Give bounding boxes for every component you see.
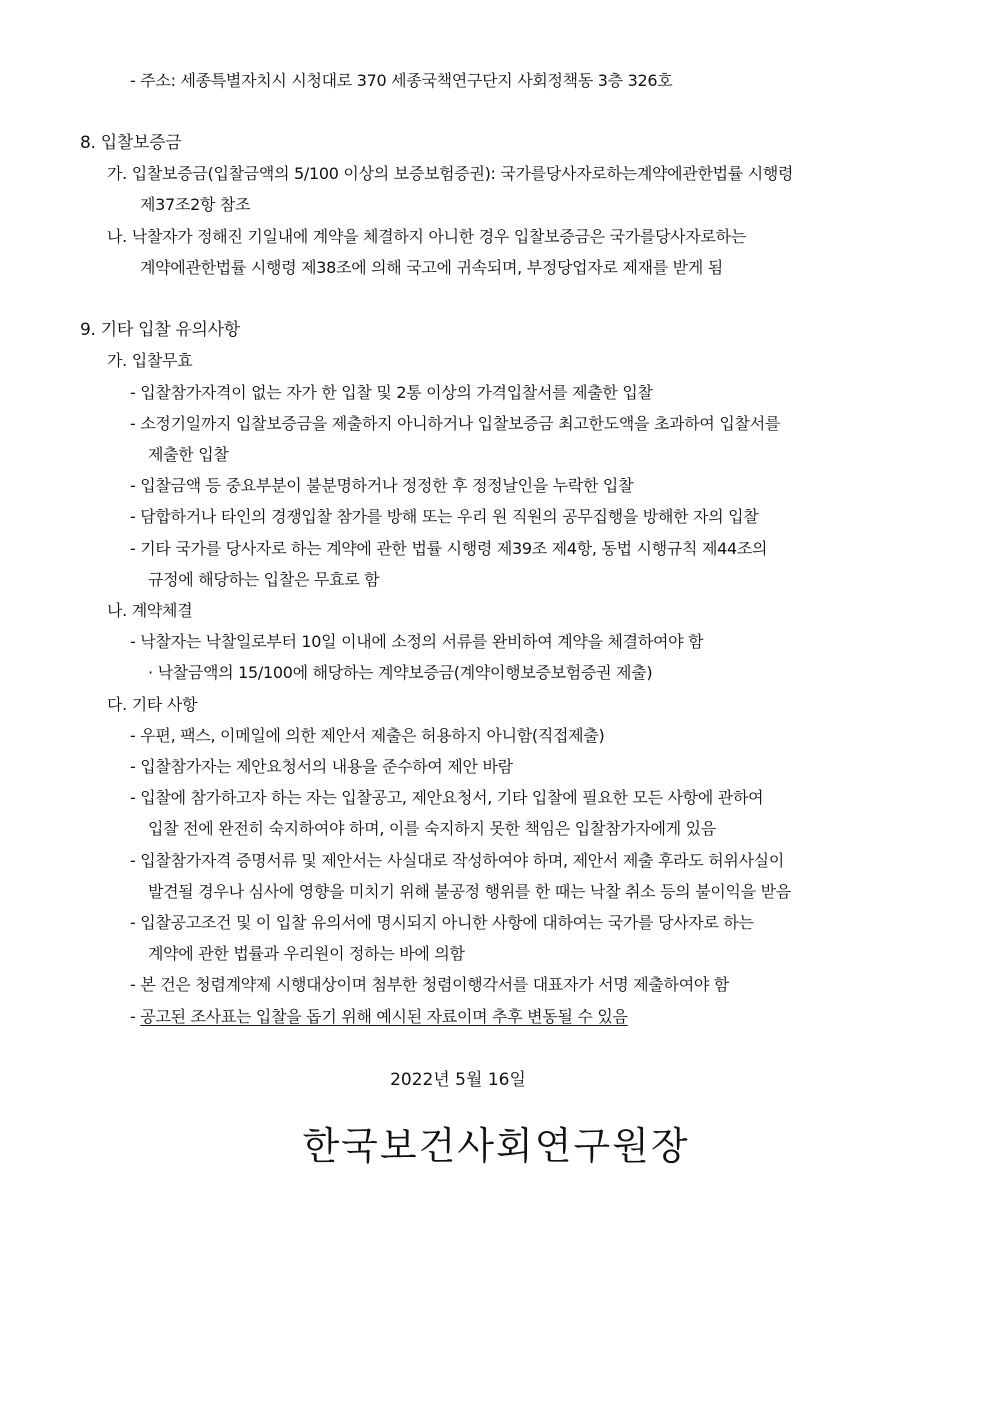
section-8-item-b-line1: 나. 낙찰자가 정해진 기일내에 계약을 체결하지 아니한 경우 입찰보증금은 국가를당사자로하는 [107, 227, 746, 246]
section-9-b-title: 나. 계약체결 [107, 601, 193, 620]
section-9-c-item3-cont: 입찰 전에 완전히 숙지하여야 하며, 이를 숙지하지 못한 책임은 입찰참가자에게 있음 [148, 819, 716, 838]
section-9-c-title: 다. 기타 사항 [107, 695, 198, 714]
section-9-c-item2: - 입찰참가자는 제안요청서의 내용을 준수하여 제안 바람 [130, 757, 513, 776]
section-9-a-item2-cont: 제출한 입찰 [148, 445, 229, 464]
section-8-title: 8. 입찰보증금 [80, 133, 182, 153]
section-9-title: 9. 기타 입찰 유의사항 [80, 320, 240, 340]
section-9-b-subitem1: · 낙찰금액의 15/100에 해당하는 계약보증금(계약이행보증보험증권 제출) [148, 663, 653, 682]
section-9-b-item1: - 낙찰자는 낙찰일로부터 10일 이내에 소정의 서류를 완비하여 계약을 체결하여야 함 [130, 632, 704, 651]
section-9-c-item5-cont: 계약에 관한 법률과 우리원이 정하는 바에 의함 [148, 944, 465, 963]
section-9-a-item5: - 기타 국가를 당사자로 하는 계약에 관한 법률 시행령 제39조 제4항, 동법 시행규칙 제44조의 [130, 539, 768, 558]
section-9-c-item7 [130, 1006, 628, 1028]
section-8-item-b-line2: 계약에관한법률 시행령 제38조에 의해 국고에 귀속되며, 부정당업자로 제재를 받게 됨 [140, 258, 723, 277]
address-line: - 주소: 세종특별자치시 시청대로 370 세종국책연구단지 사회정책동 3층 326호 [130, 71, 673, 90]
section-9-c-item7-text: 공고된 조사표는 입찰을 돕기 위해 예시된 자료이며 추후 변동될 수 있음 [140, 1007, 628, 1026]
document-date: 2022년 5월 16일 [390, 1070, 526, 1090]
issuer-signature: 한국보건사회연구원장 [302, 1124, 690, 1168]
section-9-a-item4: - 담합하거나 타인의 경쟁입찰 참가를 방해 또는 우리 원 직원의 공무집행을 방해한 자의 입찰 [130, 507, 759, 526]
section-9-c-item1: - 우편, 팩스, 이메일에 의한 제안서 제출은 허용하지 아니함(직접제출) [130, 726, 605, 745]
section-9-a-title: 가. 입찰무효 [107, 351, 193, 370]
section-9-a-item1: - 입찰참가자격이 없는 자가 한 입찰 및 2통 이상의 가격입찰서를 제출한 입찰 [130, 383, 653, 402]
section-9-c-item7-dash: - [130, 1007, 141, 1026]
section-9-c-item5: - 입찰공고조건 및 이 입찰 유의서에 명시되지 아니한 사항에 대하여는 국가를 당사자로 하는 [130, 913, 754, 932]
section-8-item-a-line1: 가. 입찰보증금(입찰금액의 5/100 이상의 보증보험증권): 국가를당사자로하는계약에관한법률 시행령 [107, 164, 794, 183]
section-8-item-a-line2: 제37조2항 참조 [140, 195, 251, 214]
section-9-a-item3: - 입찰금액 등 중요부분이 불분명하거나 정정한 후 정정날인을 누락한 입찰 [130, 476, 634, 495]
section-9-c-item4-cont: 발견될 경우나 심사에 영향을 미치기 위해 불공정 행위를 한 때는 낙찰 취소 등의 불이익을 받음 [148, 882, 791, 901]
section-9-c-item4: - 입찰참가자격 증명서류 및 제안서는 사실대로 작성하여야 하며, 제안서 제출 후라도 허위사실이 [130, 851, 784, 870]
section-9-a-item5-cont: 규정에 해당하는 입찰은 무효로 함 [148, 570, 380, 589]
section-9-a-item2: - 소정기일까지 입찰보증금을 제출하지 아니하거나 입찰보증금 최고한도액을 초과하여 입찰서를 [130, 414, 781, 433]
section-9-c-item6: - 본 건은 청렴계약제 시행대상이며 첨부한 청렴이행각서를 대표자가 서명 제출하여야 함 [130, 975, 729, 994]
section-9-c-item3: - 입찰에 참가하고자 하는 자는 입찰공고, 제안요청서, 기타 입찰에 필요한 모든 사항에 관하여 [130, 788, 764, 807]
